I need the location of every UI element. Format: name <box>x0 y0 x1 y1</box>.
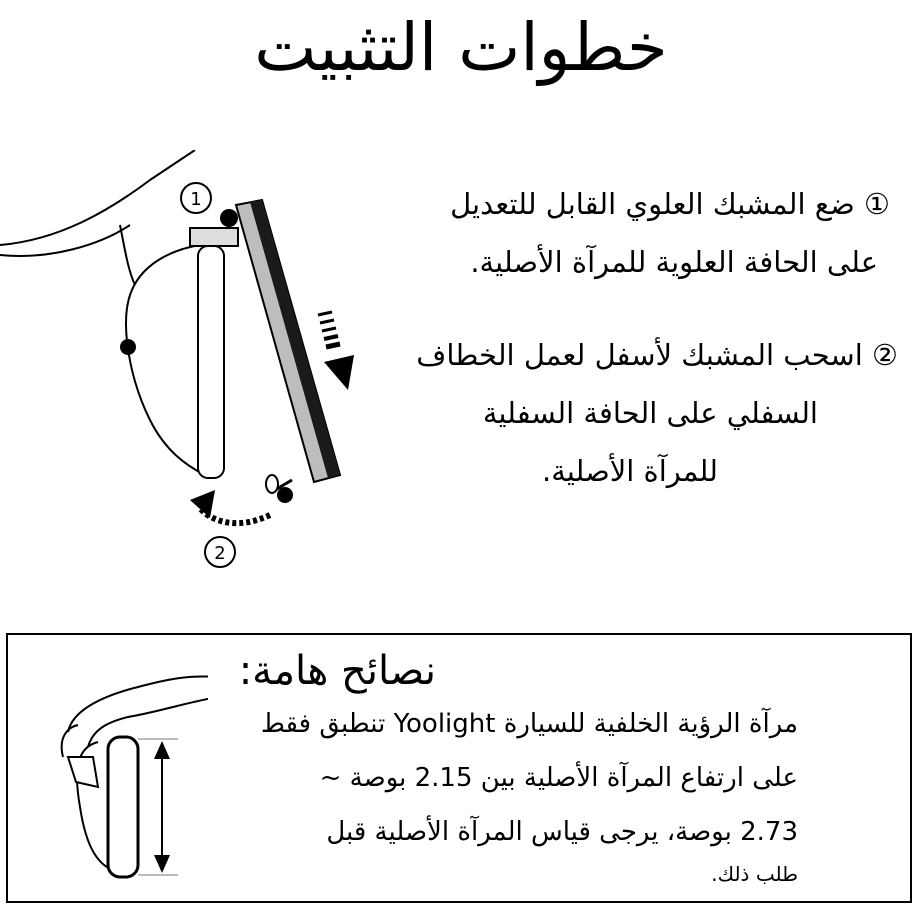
upper-clip-screw <box>220 209 238 227</box>
lower-hook-screw <box>277 487 293 503</box>
step-2-badge: ② <box>872 338 898 372</box>
step-2-line-1: ② اسحب المشبك لأسفل لعمل الخطاف <box>416 338 898 372</box>
step-2-number: 2 <box>214 543 226 564</box>
tips-text <box>218 697 798 889</box>
curved-arrow-icon <box>190 490 270 523</box>
tips-line-4: طلب ذلك. <box>711 862 798 886</box>
step-2-text <box>378 326 898 500</box>
page-title: خطوات التثبيت <box>254 9 668 86</box>
step-1-number: 1 <box>190 189 202 210</box>
step-1-text <box>370 175 890 291</box>
tips-line-1: مرآة الرؤية الخلفية للسيارة Yoolight تنطبق فقط <box>260 709 798 739</box>
mirror-height-diagram <box>58 657 208 887</box>
mirror-joint-dot <box>120 339 136 355</box>
installation-diagram <box>0 150 380 590</box>
arrow-down-icon <box>318 312 354 390</box>
upper-clip <box>190 228 238 246</box>
tips-line-3: 2.73 بوصة، يرجى قياس المرآة الأصلية قبل <box>326 817 798 847</box>
step-1-line-2: على الحافة العلوية للمرآة الأصلية. <box>470 245 878 279</box>
step-2-line-2: السفلي على الحافة السفلية <box>482 396 818 430</box>
step-2-line-3: للمرآة الأصلية. <box>541 454 718 488</box>
tips-line-2: على ارتفاع المرآة الأصلية بين 2.15 بوصة ~ <box>319 763 798 793</box>
step-1-line-1: ① ضع المشبك العلوي القابل للتعديل <box>450 187 890 221</box>
tips-box <box>6 633 912 903</box>
original-mirror <box>198 246 224 478</box>
height-arrow-icon <box>154 741 170 873</box>
step-1-badge: ① <box>864 187 890 221</box>
tips-title: نصائح هامة: <box>238 648 436 694</box>
